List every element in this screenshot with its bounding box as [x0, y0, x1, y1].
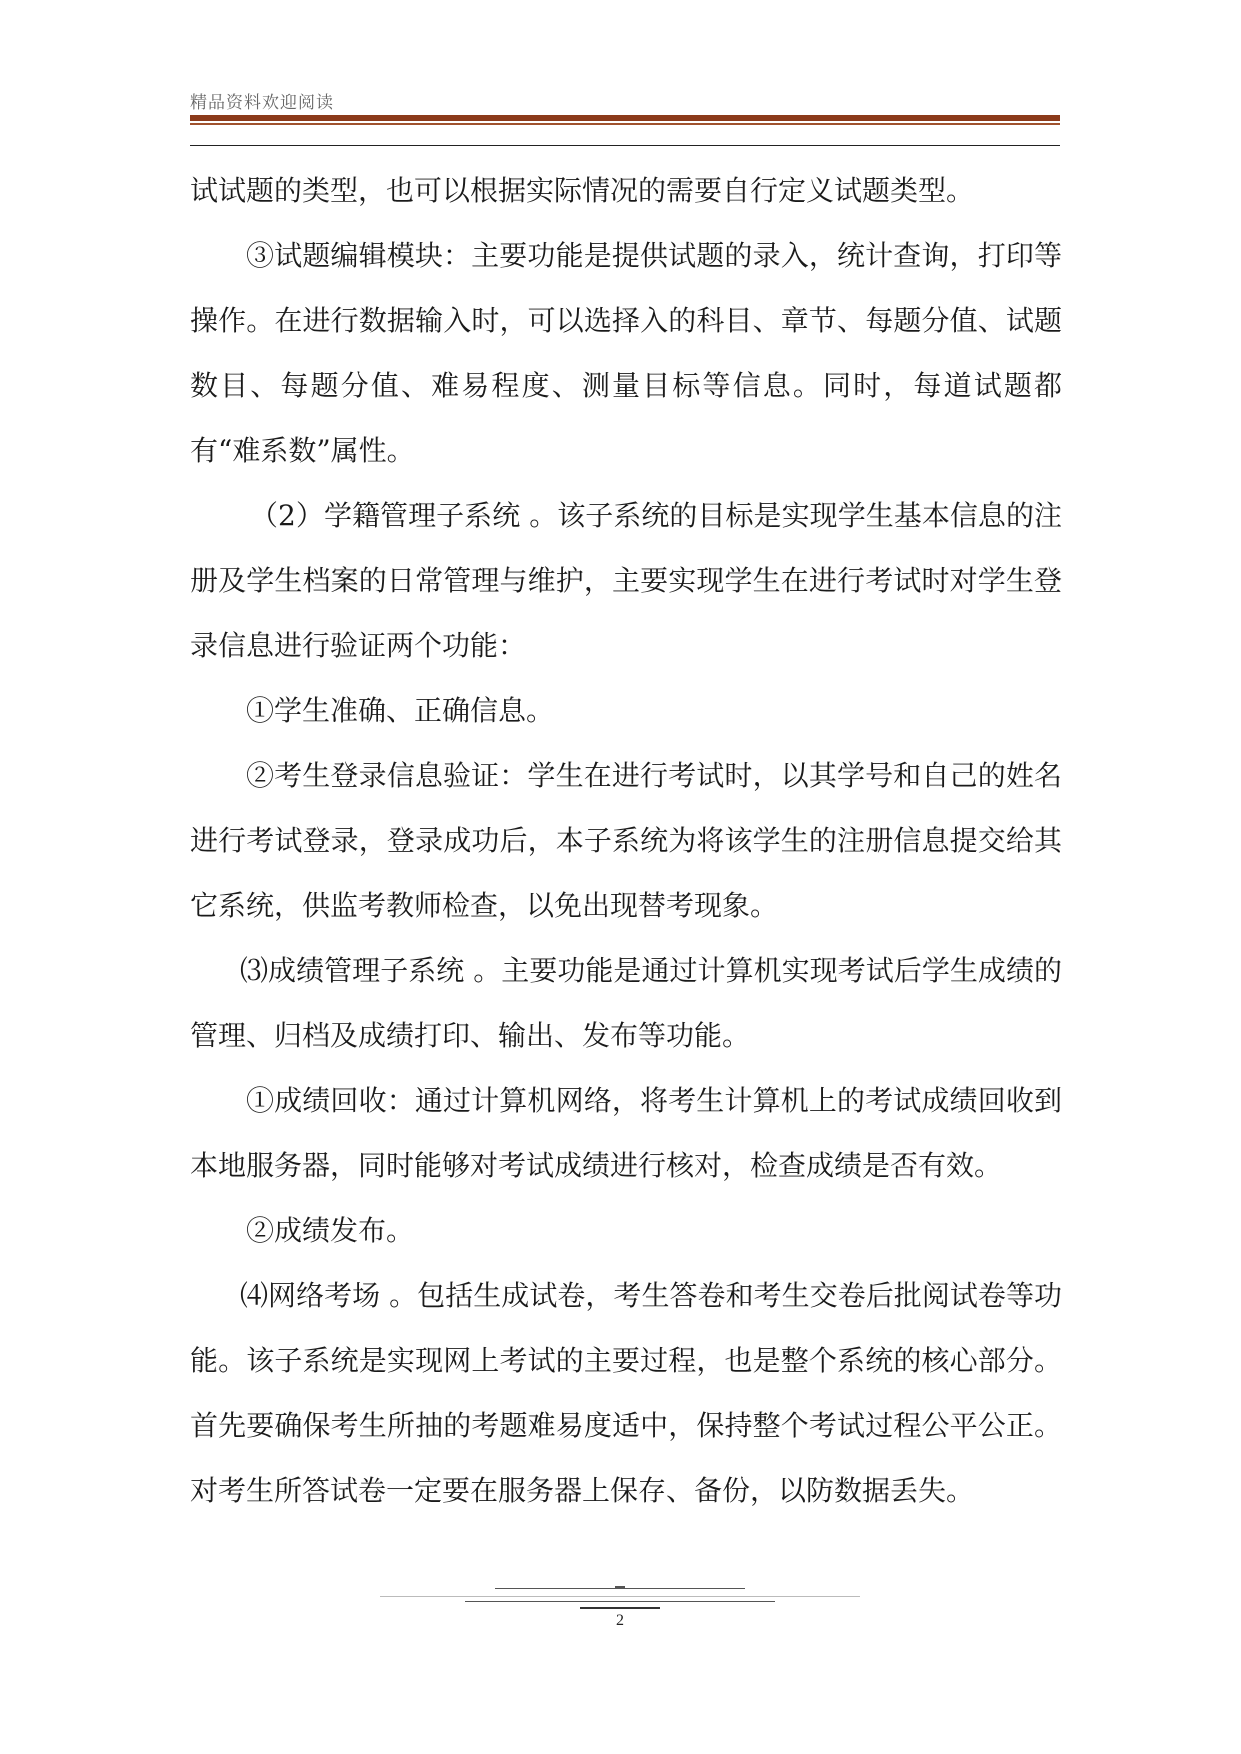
footer-rule-mark [615, 1586, 625, 1588]
footer-rule-mid [465, 1601, 775, 1602]
footer-rule-short [580, 1607, 660, 1609]
footer-rule-long [380, 1596, 860, 1597]
header-decorative-bar-thin [190, 123, 1060, 125]
paragraph: ⑷网络考场 。包括生成试卷，考生答卷和考生交卷后批阅试卷等功能。该子系统是实现网上考试的主要过程，也是整个系统的核心部分。首先要确保考生所抽的考题难易度适中，保持整个考试过程公平公正。对考生所答试卷一定要在服务器上保存、备份，以防数据丢失。 [190, 1279, 1062, 1507]
document-body [190, 158, 1062, 1523]
paragraph: ①成绩回收：通过计算机网络，将考生计算机上的考试成绩回收到本地服务器，同时能够对考试成绩进行核对，检查成绩是否有效。 [190, 1084, 1062, 1182]
paragraph: ①学生准确、正确信息。 [246, 694, 555, 727]
paragraph: ②成绩发布。 [246, 1214, 415, 1247]
paragraph: ⑶成绩管理子系统 。主要功能是通过计算机实现考试后学生成绩的管理、归档及成绩打印、输出、发布等功能。 [190, 954, 1062, 1052]
header-rule [190, 145, 1060, 146]
header-decorative-bar [190, 115, 1060, 121]
footer-rule-top [495, 1588, 745, 1589]
header-title: 精品资料欢迎阅读 [190, 93, 334, 113]
paragraph: ③试题编辑模块：主要功能是提供试题的录入，统计查询，打印等操作。在进行数据输入时，可以选择入的科目、章节、每题分值、试题数目、每题分值、难易程度、测量目标等信息。同时，每道试题都有“难系数”属性。 [190, 239, 1062, 467]
paragraph: （2）学籍管理子系统 。该子系统的目标是实现学生基本信息的注册及学生档案的日常管理与维护，主要实现学生在进行考试时对学生登录信息进行验证两个功能： [190, 499, 1062, 662]
paragraph: 试试题的类型，也可以根据实际情况的需要自行定义试题类型。 [190, 174, 975, 207]
page-number: 2 [616, 1612, 624, 1629]
paragraph: ②考生登录信息验证：学生在进行考试时，以其学号和自己的姓名进行考试登录，登录成功后，本子系统为将该学生的注册信息提交给其它系统，供监考教师检查，以免出现替考现象。 [190, 759, 1062, 922]
